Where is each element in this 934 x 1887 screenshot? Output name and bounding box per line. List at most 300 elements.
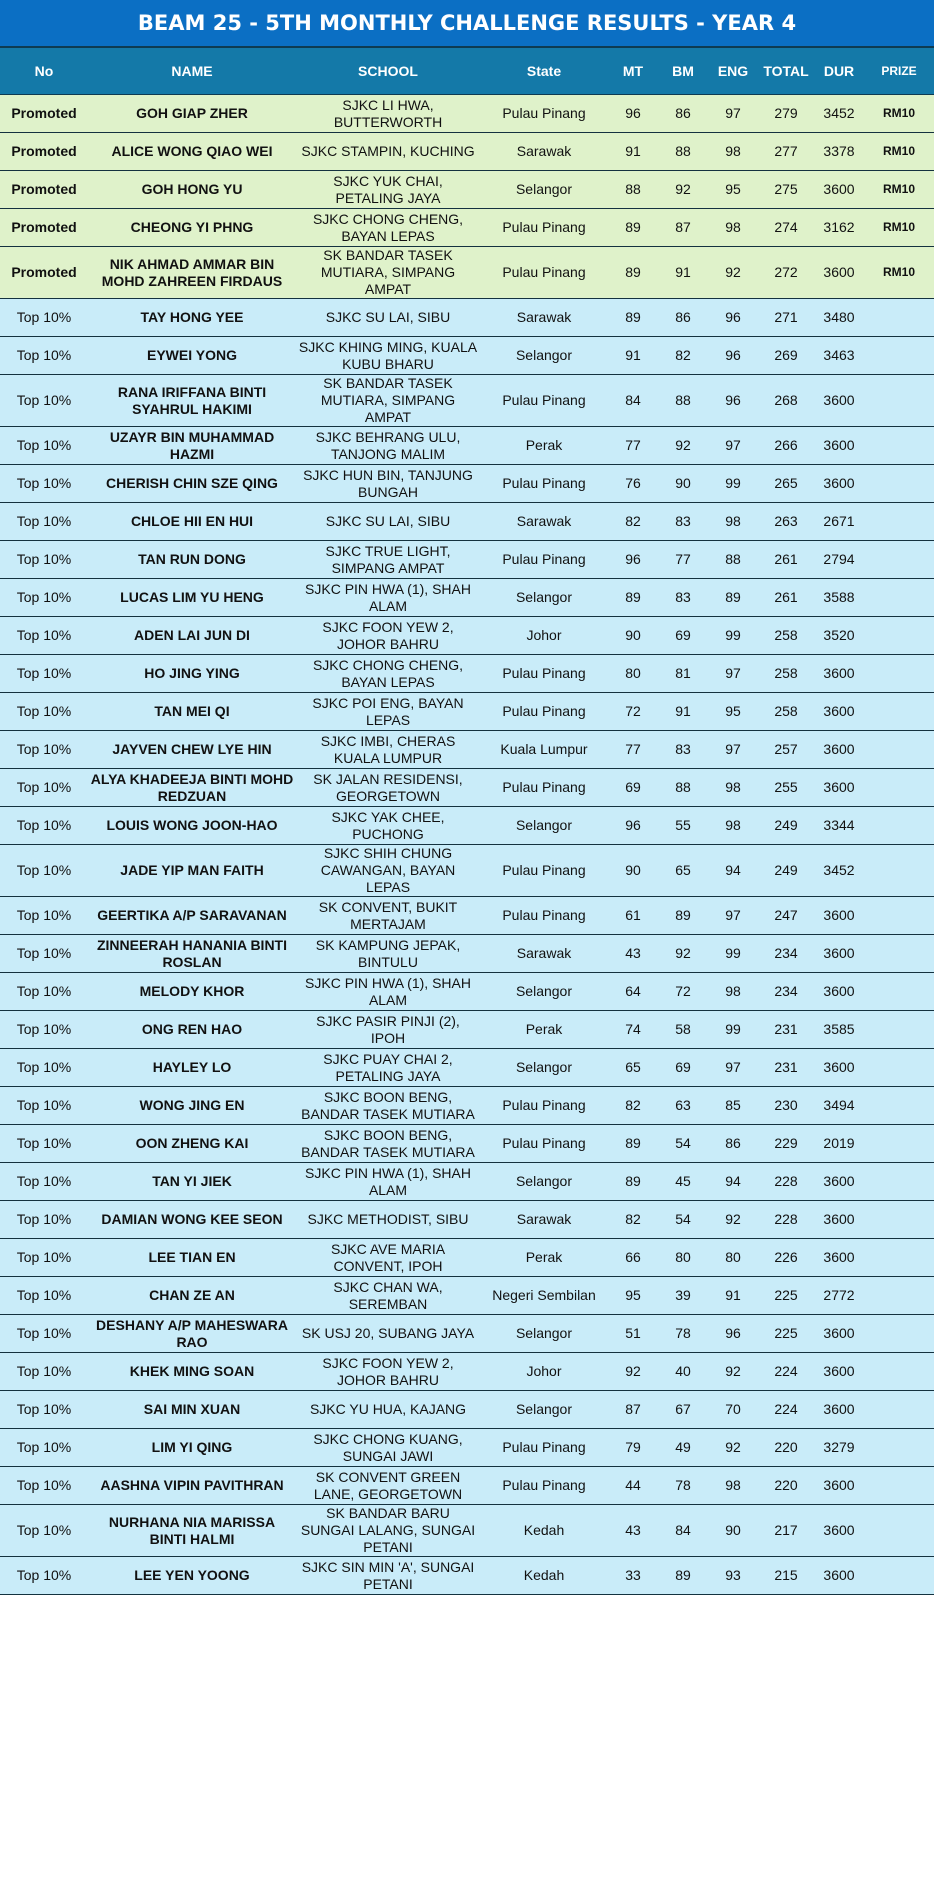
- cell-eng: 98: [708, 503, 758, 541]
- table-row: [0, 1201, 934, 1239]
- cell-bm: 83: [658, 731, 708, 769]
- cell-dur: 3494: [814, 1087, 864, 1125]
- cell-no: Top 10%: [0, 579, 88, 617]
- table-row: [0, 897, 934, 935]
- cell-state: Sarawak: [480, 935, 608, 973]
- cell-eng: 96: [708, 337, 758, 375]
- cell-dur: 3344: [814, 807, 864, 845]
- cell-name: ADEN LAI JUN DI: [88, 617, 296, 655]
- results-table: [0, 46, 934, 1595]
- cell-name: SAI MIN XUAN: [88, 1391, 296, 1429]
- cell-bm: 78: [658, 1315, 708, 1353]
- cell-state: Pulau Pinang: [480, 247, 608, 299]
- cell-eng: 97: [708, 95, 758, 133]
- cell-mt: 33: [608, 1557, 658, 1595]
- cell-bm: 54: [658, 1201, 708, 1239]
- cell-school: SJKC PUAY CHAI 2, PETALING JAYA: [296, 1049, 480, 1087]
- cell-no: Top 10%: [0, 617, 88, 655]
- table-row: [0, 247, 934, 299]
- cell-total: 230: [758, 1087, 814, 1125]
- cell-total: 258: [758, 617, 814, 655]
- cell-eng: 93: [708, 1557, 758, 1595]
- cell-mt: 87: [608, 1391, 658, 1429]
- cell-state: Selangor: [480, 579, 608, 617]
- cell-school: SJKC FOON YEW 2, JOHOR BAHRU: [296, 1353, 480, 1391]
- cell-bm: 54: [658, 1125, 708, 1163]
- cell-state: Pulau Pinang: [480, 845, 608, 897]
- cell-name: ZINNEERAH HANANIA BINTI ROSLAN: [88, 935, 296, 973]
- cell-school: SJKC METHODIST, SIBU: [296, 1201, 480, 1239]
- cell-mt: 61: [608, 897, 658, 935]
- cell-no: Top 10%: [0, 541, 88, 579]
- table-row: [0, 1277, 934, 1315]
- cell-mt: 84: [608, 375, 658, 427]
- cell-name: WONG JING EN: [88, 1087, 296, 1125]
- cell-bm: 49: [658, 1429, 708, 1467]
- table-row: [0, 541, 934, 579]
- cell-mt: 91: [608, 337, 658, 375]
- cell-dur: 3600: [814, 973, 864, 1011]
- cell-total: 265: [758, 465, 814, 503]
- cell-school: SJKC CHAN WA, SEREMBAN: [296, 1277, 480, 1315]
- table-row: [0, 973, 934, 1011]
- cell-mt: 77: [608, 731, 658, 769]
- cell-name: DESHANY A/P MAHESWARA RAO: [88, 1315, 296, 1353]
- cell-mt: 74: [608, 1011, 658, 1049]
- cell-eng: 98: [708, 973, 758, 1011]
- cell-prize: [864, 1505, 934, 1557]
- cell-eng: 97: [708, 655, 758, 693]
- cell-bm: 58: [658, 1011, 708, 1049]
- cell-school: SJKC PIN HWA (1), SHAH ALAM: [296, 1163, 480, 1201]
- cell-no: Top 10%: [0, 1315, 88, 1353]
- cell-eng: 86: [708, 1125, 758, 1163]
- table-row: [0, 1391, 934, 1429]
- cell-eng: 96: [708, 1315, 758, 1353]
- cell-mt: 66: [608, 1239, 658, 1277]
- cell-dur: 3452: [814, 845, 864, 897]
- cell-bm: 90: [658, 465, 708, 503]
- cell-bm: 67: [658, 1391, 708, 1429]
- cell-bm: 92: [658, 427, 708, 465]
- cell-dur: 3480: [814, 299, 864, 337]
- cell-eng: 98: [708, 769, 758, 807]
- cell-eng: 92: [708, 1429, 758, 1467]
- cell-name: LUCAS LIM YU HENG: [88, 579, 296, 617]
- cell-eng: 97: [708, 897, 758, 935]
- cell-bm: 91: [658, 693, 708, 731]
- cell-mt: 82: [608, 1201, 658, 1239]
- table-row: [0, 337, 934, 375]
- cell-name: AASHNA VIPIN PAVITHRAN: [88, 1467, 296, 1505]
- cell-total: 231: [758, 1011, 814, 1049]
- table-row: [0, 171, 934, 209]
- cell-no: Top 10%: [0, 1011, 88, 1049]
- cell-total: 234: [758, 935, 814, 973]
- cell-eng: 96: [708, 299, 758, 337]
- cell-name: EYWEI YONG: [88, 337, 296, 375]
- col-header-total: TOTAL: [758, 47, 814, 95]
- cell-name: UZAYR BIN MUHAMMAD HAZMI: [88, 427, 296, 465]
- cell-name: NIK AHMAD AMMAR BIN MOHD ZAHREEN FIRDAUS: [88, 247, 296, 299]
- cell-total: 277: [758, 133, 814, 171]
- cell-bm: 86: [658, 299, 708, 337]
- cell-state: Selangor: [480, 337, 608, 375]
- cell-mt: 82: [608, 503, 658, 541]
- cell-mt: 76: [608, 465, 658, 503]
- col-header-eng: ENG: [708, 47, 758, 95]
- cell-no: Top 10%: [0, 807, 88, 845]
- cell-prize: [864, 337, 934, 375]
- cell-name: LEE TIAN EN: [88, 1239, 296, 1277]
- cell-state: Selangor: [480, 973, 608, 1011]
- cell-name: KHEK MING SOAN: [88, 1353, 296, 1391]
- cell-bm: 39: [658, 1277, 708, 1315]
- col-header-bm: BM: [658, 47, 708, 95]
- col-header-school: SCHOOL: [296, 47, 480, 95]
- cell-bm: 72: [658, 973, 708, 1011]
- cell-bm: 89: [658, 897, 708, 935]
- cell-eng: 98: [708, 133, 758, 171]
- table-row: [0, 1505, 934, 1557]
- cell-bm: 65: [658, 845, 708, 897]
- cell-mt: 90: [608, 845, 658, 897]
- cell-no: Top 10%: [0, 693, 88, 731]
- cell-bm: 84: [658, 1505, 708, 1557]
- header-row: [0, 47, 934, 95]
- cell-mt: 80: [608, 655, 658, 693]
- table-row: [0, 299, 934, 337]
- cell-prize: [864, 503, 934, 541]
- cell-no: Promoted: [0, 171, 88, 209]
- cell-eng: 92: [708, 1353, 758, 1391]
- cell-name: TAN YI JIEK: [88, 1163, 296, 1201]
- cell-total: 275: [758, 171, 814, 209]
- cell-state: Sarawak: [480, 299, 608, 337]
- cell-no: Top 10%: [0, 731, 88, 769]
- cell-mt: 96: [608, 95, 658, 133]
- cell-bm: 82: [658, 337, 708, 375]
- cell-state: Selangor: [480, 1391, 608, 1429]
- cell-dur: 3520: [814, 617, 864, 655]
- cell-eng: 95: [708, 171, 758, 209]
- cell-prize: [864, 807, 934, 845]
- cell-mt: 90: [608, 617, 658, 655]
- cell-bm: 78: [658, 1467, 708, 1505]
- table-row: [0, 579, 934, 617]
- cell-school: SK CONVENT, BUKIT MERTAJAM: [296, 897, 480, 935]
- cell-name: NURHANA NIA MARISSA BINTI HALMI: [88, 1505, 296, 1557]
- cell-bm: 77: [658, 541, 708, 579]
- cell-bm: 63: [658, 1087, 708, 1125]
- col-header-mt: MT: [608, 47, 658, 95]
- cell-mt: 89: [608, 1125, 658, 1163]
- cell-school: SJKC YUK CHAI, PETALING JAYA: [296, 171, 480, 209]
- cell-name: OON ZHENG KAI: [88, 1125, 296, 1163]
- cell-prize: [864, 541, 934, 579]
- cell-bm: 88: [658, 133, 708, 171]
- cell-school: SK BANDAR TASEK MUTIARA, SIMPANG AMPAT: [296, 375, 480, 427]
- cell-prize: [864, 973, 934, 1011]
- cell-no: Top 10%: [0, 655, 88, 693]
- cell-state: Pulau Pinang: [480, 541, 608, 579]
- cell-name: TAY HONG YEE: [88, 299, 296, 337]
- cell-bm: 69: [658, 1049, 708, 1087]
- cell-total: 258: [758, 655, 814, 693]
- cell-bm: 40: [658, 1353, 708, 1391]
- cell-state: Selangor: [480, 171, 608, 209]
- table-row: [0, 375, 934, 427]
- cell-eng: 96: [708, 375, 758, 427]
- table-row: [0, 503, 934, 541]
- cell-total: 261: [758, 541, 814, 579]
- cell-dur: 3600: [814, 693, 864, 731]
- cell-no: Top 10%: [0, 1087, 88, 1125]
- cell-eng: 80: [708, 1239, 758, 1277]
- cell-bm: 80: [658, 1239, 708, 1277]
- cell-total: 247: [758, 897, 814, 935]
- cell-prize: [864, 579, 934, 617]
- cell-state: Pulau Pinang: [480, 897, 608, 935]
- cell-state: Kedah: [480, 1505, 608, 1557]
- cell-mt: 88: [608, 171, 658, 209]
- cell-name: CHLOE HII EN HUI: [88, 503, 296, 541]
- cell-no: Top 10%: [0, 1505, 88, 1557]
- cell-school: SJKC SHIH CHUNG CAWANGAN, BAYAN LEPAS: [296, 845, 480, 897]
- cell-eng: 95: [708, 693, 758, 731]
- table-row: [0, 1049, 934, 1087]
- cell-state: Negeri Sembilan: [480, 1277, 608, 1315]
- col-header-no: No: [0, 47, 88, 95]
- cell-prize: [864, 1125, 934, 1163]
- table-row: [0, 209, 934, 247]
- table-row: [0, 655, 934, 693]
- table-row: [0, 935, 934, 973]
- cell-total: 269: [758, 337, 814, 375]
- table-row: [0, 95, 934, 133]
- cell-eng: 94: [708, 1163, 758, 1201]
- cell-no: Top 10%: [0, 1049, 88, 1087]
- cell-prize: [864, 1011, 934, 1049]
- cell-prize: [864, 1557, 934, 1595]
- table-row: [0, 845, 934, 897]
- cell-dur: 3600: [814, 1353, 864, 1391]
- cell-prize: [864, 1353, 934, 1391]
- cell-dur: 2772: [814, 1277, 864, 1315]
- cell-name: LEE YEN YOONG: [88, 1557, 296, 1595]
- cell-bm: 86: [658, 95, 708, 133]
- cell-school: SJKC BEHRANG ULU, TANJONG MALIM: [296, 427, 480, 465]
- cell-dur: 3378: [814, 133, 864, 171]
- table-row: [0, 1429, 934, 1467]
- cell-dur: 3600: [814, 1163, 864, 1201]
- cell-bm: 69: [658, 617, 708, 655]
- cell-bm: 92: [658, 935, 708, 973]
- cell-name: TAN RUN DONG: [88, 541, 296, 579]
- cell-dur: 3600: [814, 769, 864, 807]
- table-row: [0, 693, 934, 731]
- cell-mt: 79: [608, 1429, 658, 1467]
- cell-dur: 3463: [814, 337, 864, 375]
- cell-no: Top 10%: [0, 1391, 88, 1429]
- cell-prize: RM10: [864, 209, 934, 247]
- cell-prize: [864, 1087, 934, 1125]
- cell-dur: 3600: [814, 1505, 864, 1557]
- cell-prize: RM10: [864, 247, 934, 299]
- cell-total: 215: [758, 1557, 814, 1595]
- cell-total: 224: [758, 1353, 814, 1391]
- cell-state: Selangor: [480, 1049, 608, 1087]
- cell-mt: 89: [608, 247, 658, 299]
- cell-dur: 3600: [814, 655, 864, 693]
- cell-mt: 44: [608, 1467, 658, 1505]
- cell-school: SJKC PIN HWA (1), SHAH ALAM: [296, 579, 480, 617]
- cell-dur: 3600: [814, 247, 864, 299]
- cell-eng: 92: [708, 1201, 758, 1239]
- cell-state: Kuala Lumpur: [480, 731, 608, 769]
- cell-school: SJKC PIN HWA (1), SHAH ALAM: [296, 973, 480, 1011]
- cell-total: 279: [758, 95, 814, 133]
- cell-no: Promoted: [0, 209, 88, 247]
- cell-bm: 55: [658, 807, 708, 845]
- table-row: [0, 427, 934, 465]
- cell-school: SJKC LI HWA, BUTTERWORTH: [296, 95, 480, 133]
- cell-name: ONG REN HAO: [88, 1011, 296, 1049]
- cell-school: SJKC IMBI, CHERAS KUALA LUMPUR: [296, 731, 480, 769]
- cell-dur: 3600: [814, 1467, 864, 1505]
- cell-no: Top 10%: [0, 337, 88, 375]
- table-row: [0, 769, 934, 807]
- cell-dur: 3162: [814, 209, 864, 247]
- cell-state: Pulau Pinang: [480, 693, 608, 731]
- table-row: [0, 807, 934, 845]
- cell-school: SJKC TRUE LIGHT, SIMPANG AMPAT: [296, 541, 480, 579]
- cell-state: Johor: [480, 1353, 608, 1391]
- cell-school: SJKC CHONG KUANG, SUNGAI JAWI: [296, 1429, 480, 1467]
- cell-mt: 64: [608, 973, 658, 1011]
- cell-prize: RM10: [864, 133, 934, 171]
- cell-prize: [864, 375, 934, 427]
- cell-name: GEERTIKA A/P SARAVANAN: [88, 897, 296, 935]
- table-row: [0, 133, 934, 171]
- cell-school: SK JALAN RESIDENSI, GEORGETOWN: [296, 769, 480, 807]
- cell-state: Pulau Pinang: [480, 1467, 608, 1505]
- cell-school: SJKC PASIR PINJI (2), IPOH: [296, 1011, 480, 1049]
- page-title: BEAM 25 - 5TH MONTHLY CHALLENGE RESULTS - YEAR 4: [0, 0, 934, 46]
- cell-prize: [864, 1467, 934, 1505]
- cell-eng: 85: [708, 1087, 758, 1125]
- table-row: [0, 465, 934, 503]
- cell-total: 228: [758, 1201, 814, 1239]
- cell-eng: 98: [708, 807, 758, 845]
- cell-name: MELODY KHOR: [88, 973, 296, 1011]
- cell-eng: 92: [708, 247, 758, 299]
- cell-no: Top 10%: [0, 769, 88, 807]
- cell-no: Promoted: [0, 95, 88, 133]
- table-row: [0, 1557, 934, 1595]
- cell-eng: 99: [708, 935, 758, 973]
- cell-total: 228: [758, 1163, 814, 1201]
- cell-state: Pulau Pinang: [480, 209, 608, 247]
- cell-total: 249: [758, 845, 814, 897]
- cell-eng: 88: [708, 541, 758, 579]
- cell-prize: [864, 299, 934, 337]
- cell-name: TAN MEI QI: [88, 693, 296, 731]
- cell-school: SJKC BOON BENG, BANDAR TASEK MUTIARA: [296, 1087, 480, 1125]
- cell-total: 224: [758, 1391, 814, 1429]
- table-row: [0, 1239, 934, 1277]
- cell-name: RANA IRIFFANA BINTI SYAHRUL HAKIMI: [88, 375, 296, 427]
- cell-state: Perak: [480, 1011, 608, 1049]
- cell-prize: [864, 465, 934, 503]
- cell-dur: 2794: [814, 541, 864, 579]
- cell-dur: 3600: [814, 1557, 864, 1595]
- col-header-dur: DUR: [814, 47, 864, 95]
- cell-total: 263: [758, 503, 814, 541]
- cell-total: 234: [758, 973, 814, 1011]
- cell-no: Top 10%: [0, 1353, 88, 1391]
- cell-eng: 97: [708, 427, 758, 465]
- cell-prize: [864, 1277, 934, 1315]
- cell-total: 266: [758, 427, 814, 465]
- cell-name: HAYLEY LO: [88, 1049, 296, 1087]
- cell-total: 225: [758, 1315, 814, 1353]
- cell-dur: 3600: [814, 897, 864, 935]
- cell-mt: 96: [608, 541, 658, 579]
- cell-state: Pulau Pinang: [480, 1429, 608, 1467]
- cell-no: Top 10%: [0, 1163, 88, 1201]
- cell-total: 274: [758, 209, 814, 247]
- cell-prize: [864, 731, 934, 769]
- cell-dur: 3600: [814, 731, 864, 769]
- cell-name: CHAN ZE AN: [88, 1277, 296, 1315]
- cell-school: SJKC KHING MING, KUALA KUBU BHARU: [296, 337, 480, 375]
- cell-name: LOUIS WONG JOON-HAO: [88, 807, 296, 845]
- cell-school: SJKC HUN BIN, TANJUNG BUNGAH: [296, 465, 480, 503]
- cell-school: SK KAMPUNG JEPAK, BINTULU: [296, 935, 480, 973]
- cell-eng: 94: [708, 845, 758, 897]
- cell-eng: 91: [708, 1277, 758, 1315]
- cell-total: 268: [758, 375, 814, 427]
- cell-mt: 89: [608, 1163, 658, 1201]
- cell-total: 257: [758, 731, 814, 769]
- cell-mt: 92: [608, 1353, 658, 1391]
- cell-prize: [864, 1239, 934, 1277]
- cell-eng: 89: [708, 579, 758, 617]
- cell-total: 225: [758, 1277, 814, 1315]
- cell-bm: 83: [658, 579, 708, 617]
- table-row: [0, 1163, 934, 1201]
- cell-dur: 3600: [814, 1239, 864, 1277]
- cell-bm: 91: [658, 247, 708, 299]
- cell-mt: 51: [608, 1315, 658, 1353]
- cell-mt: 95: [608, 1277, 658, 1315]
- cell-state: Selangor: [480, 807, 608, 845]
- cell-name: JAYVEN CHEW LYE HIN: [88, 731, 296, 769]
- cell-total: 231: [758, 1049, 814, 1087]
- table-row: [0, 1125, 934, 1163]
- col-header-name: NAME: [88, 47, 296, 95]
- cell-no: Top 10%: [0, 1429, 88, 1467]
- cell-prize: [864, 1315, 934, 1353]
- cell-total: 272: [758, 247, 814, 299]
- cell-state: Pulau Pinang: [480, 1087, 608, 1125]
- cell-state: Pulau Pinang: [480, 769, 608, 807]
- cell-total: 220: [758, 1467, 814, 1505]
- cell-total: 258: [758, 693, 814, 731]
- col-header-prize: PRIZE: [864, 47, 934, 95]
- cell-dur: 3600: [814, 1315, 864, 1353]
